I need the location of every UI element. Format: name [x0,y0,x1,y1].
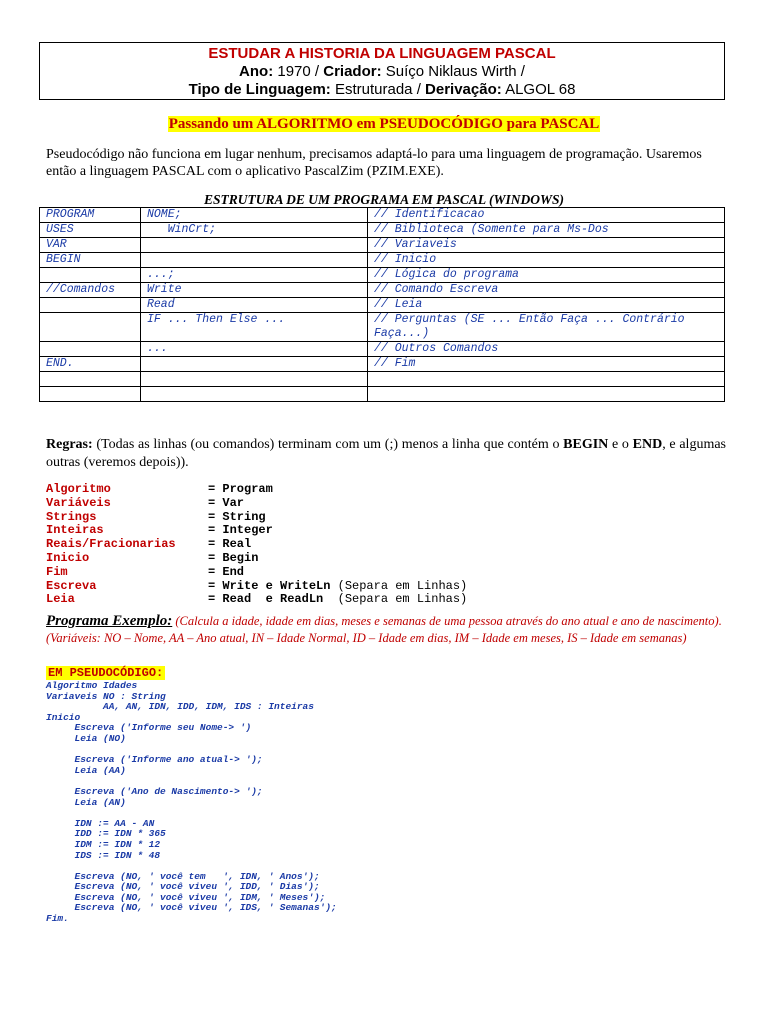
structure-cell [141,387,368,402]
structure-cell: // Biblioteca (Somente para Ms-Dos [368,223,725,238]
mapping-key: Reais/Fracionarias [46,537,176,552]
structure-row [40,253,725,268]
mapping-value: = Write e WriteLn (Separa em Linhas) [208,578,468,593]
structure-row [40,283,725,298]
mapping-key: Leia [46,592,75,607]
document-title: ESTUDAR A HISTORIA DA LINGUAGEM PASCAL [208,45,556,62]
structure-row [40,357,725,372]
structure-cell: // Inicio [368,253,725,268]
mapping-key: Escreva [46,578,97,593]
structure-cell [40,313,141,342]
structure-cell: // Variaveis [368,238,725,253]
structure-cell: VAR [40,238,141,253]
intro-paragraph: Pseudocódigo não funciona em lugar nenhum, precisamos adaptá-lo para uma linguagem de programação. Usaremos então a linguagem PASCAL com o aplicativo PascalZim (PZIM.EXE). [46,147,702,179]
structure-cell [368,372,725,387]
rules-paragraph: Regras: (Todas as linhas (ou comandos) terminam com um (;) menos a linha que contém o BEGIN e o END, e algumas outras (veremos depois)). [46,437,726,470]
mapping-key: Fim [46,564,68,579]
structure-row [40,342,725,357]
structure-cell: ... [141,342,368,357]
structure-cell: // Fim [368,357,725,372]
structure-cell: Write [141,283,368,298]
structure-row [40,387,725,402]
header-line-tipo: Tipo de Linguagem: Estruturada / Derivação: ALGOL 68 [188,81,576,98]
structure-cell: END. [40,357,141,372]
structure-cell [40,387,141,402]
structure-cell [40,342,141,357]
structure-cell: Read [141,298,368,313]
structure-cell: // Perguntas (SE ... Então Faça ... Contrário Faça...) [368,313,725,342]
mapping-key: Inteiras [46,523,104,538]
subtitle: Passando um ALGORITMO em PSEUDOCÓDIGO para PASCAL [168,116,600,132]
structure-row [40,372,725,387]
structure-cell [40,268,141,283]
mapping-key: Inicio [46,550,90,565]
structure-row [40,298,725,313]
structure-cell: // Lógica do programa [368,268,725,283]
structure-cell: PROGRAM [40,208,141,223]
mapping-key: Variáveis [46,495,111,510]
mapping-key: Algoritmo [46,482,111,496]
structure-cell [141,357,368,372]
structure-row [40,268,725,283]
structure-cell: // Identificacao [368,208,725,223]
structure-cell: // Outros Comandos [368,342,725,357]
structure-row [40,223,725,238]
header-box [39,42,725,100]
structure-cell: // Comando Escreva [368,283,725,298]
mapping-key: Strings [46,509,97,524]
structure-cell [368,387,725,402]
mapping-value: = Integer [208,523,273,538]
structure-cell [40,372,141,387]
structure-row [40,313,725,342]
structure-cell [141,253,368,268]
structure-cell [40,298,141,313]
structure-cell: USES [40,223,141,238]
structure-row [40,208,725,223]
structure-cell [141,238,368,253]
mapping-value: = Var [208,495,245,510]
mapping-value: = End [208,564,245,579]
structure-row [40,238,725,253]
pseudocode-heading: EM PSEUDOCÓDIGO: [48,666,164,680]
structure-cell: WinCrt; [141,223,368,238]
structure-table [39,207,725,402]
structure-cell: IF ... Then Else ... [141,313,368,342]
structure-cell: // Leia [368,298,725,313]
pseudocode-block: Algoritmo Idades Variaveis NO : String AA, AN, IDN, IDD, IDM, IDS : Inteiras Inicio Escreva ('Informe seu Nome-> ') Leia (NO) Escreva ('Informe ano atual-> '); Leia (AA) Escreva ('Ano de Nascimento-> '); Leia (AN) IDN := AA - AN IDD := IDN * 365 IDM := IDN * 12 IDS := IDN * 48 Escreva (NO, ' você tem ', IDN, ' Anos'); Escreva (NO, ' você viveu ', IDD, ' Dias'); Escreva (NO, ' você viveu ', IDM, ' Meses'); Escreva (NO, ' você viveu ', IDS, ' Semanas'); Fim. [46,680,337,925]
structure-cell: NOME; [141,208,368,223]
mapping-value: = Real [208,537,252,552]
mapping-value: = String [208,509,266,524]
mapping-value: = Begin [208,550,259,565]
example-paragraph: Programa Exemplo: (Calcula a idade, idade em dias, meses e semanas de uma pessoa através do ano atual e ano de nascimento). (Variáveis: NO – Nome, AA – Ano atual, IN – Idade Normal, ID – Idade em dias, IM – Idade em meses, IS – Idade em semanas) [46,613,722,645]
mapping-value: = Read e ReadLn (Separa em Linhas) [208,592,468,607]
structure-cell: ...; [141,268,368,283]
structure-cell [141,372,368,387]
structure-title: ESTRUTURA DE UM PROGRAMA EM PASCAL (WINDOWS) [203,192,565,207]
structure-cell: BEGIN [40,253,141,268]
structure-cell: //Comandos [40,283,141,298]
mapping-value: = Program [208,482,273,496]
header-line-ano: Ano: 1970 / Criador: Suíço Niklaus Wirth / [239,63,525,80]
